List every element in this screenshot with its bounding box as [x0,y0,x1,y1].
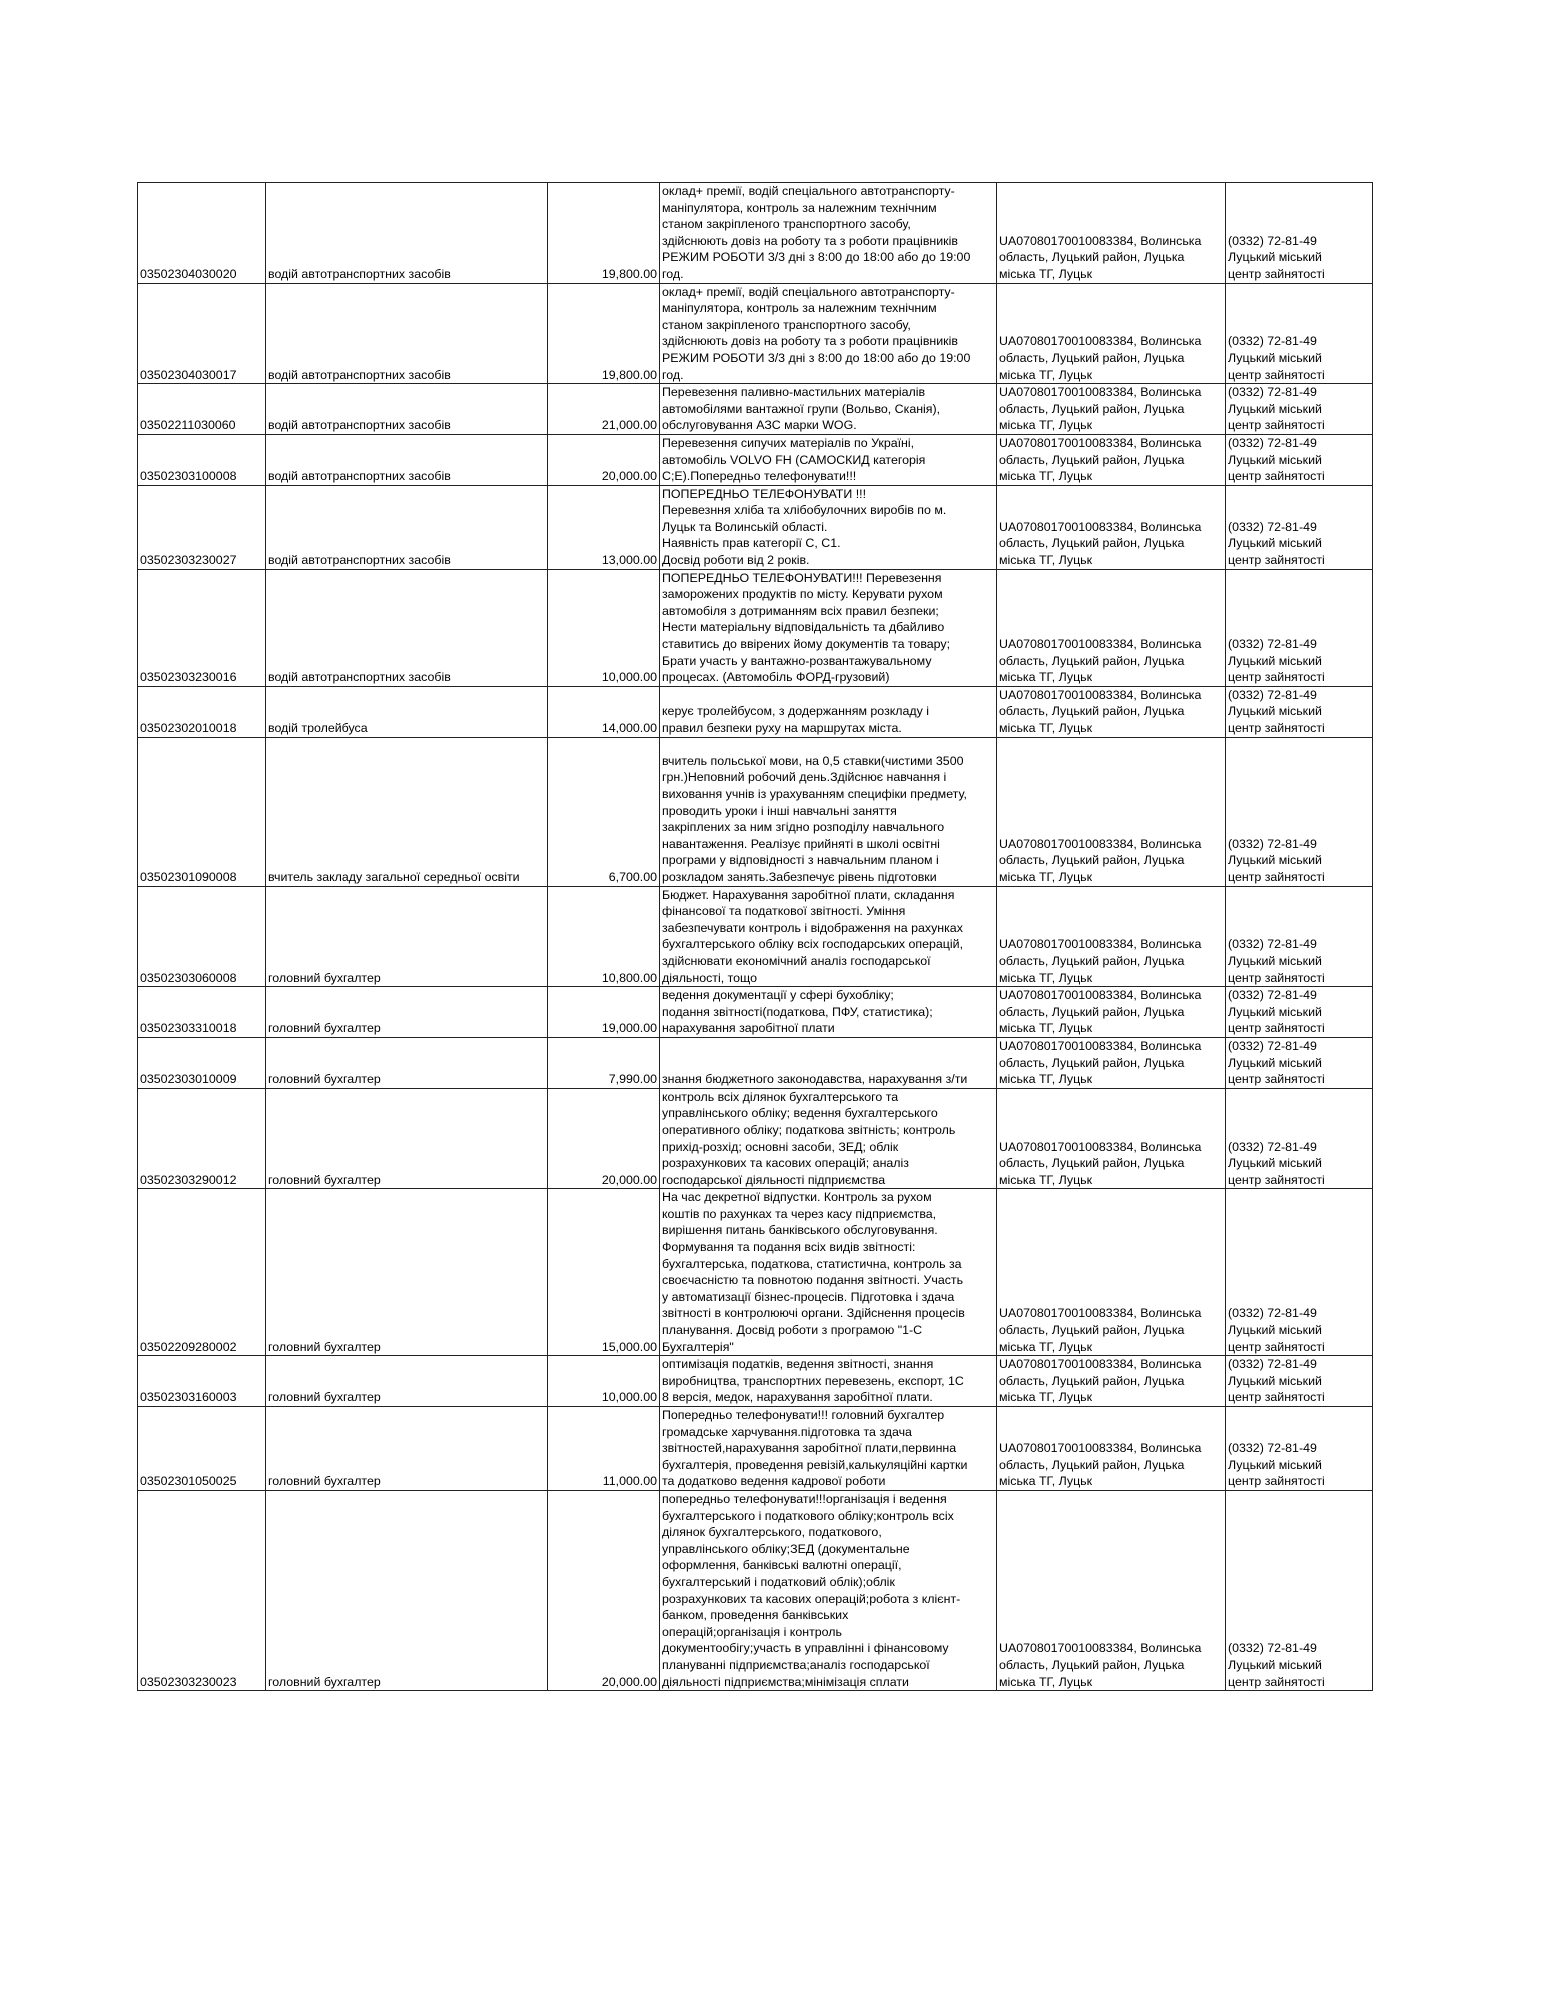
job-description: Перевезення паливно-мастильних матеріалів автомобілями вантажної групи (Вольво, Сканія), обслуговування АЗС марки WOG. [660,384,997,435]
table-row [138,987,1373,1038]
salary: 20,000.00 [548,1490,660,1690]
salary: 19,800.00 [548,183,660,284]
salary: 10,000.00 [548,1356,660,1407]
work-address: UA07080170010083384, Волинська область, Луцький район, Луцька міська ТГ, Луцьк [997,1490,1226,1690]
work-address: UA07080170010083384, Волинська область, Луцький район, Луцька міська ТГ, Луцьк [997,1037,1226,1088]
table-row [138,434,1373,485]
salary: 19,000.00 [548,987,660,1038]
job-title: головний бухгалтер [266,1037,548,1088]
vacancy-code: 03502304030020 [138,183,266,284]
job-description: оклад+ премії, водій спеціального автотранспорту- маніпулятора, контроль за належним технічним станом закріпленого транспортного засобу, здійснюють довіз на роботу та з роботи працівників РЕЖИМ РОБОТИ 3/3 дні з 8:00 до 18:00 або до 19:00 год. [660,283,997,384]
salary: 20,000.00 [548,1088,660,1189]
employment-center-contact: (0332) 72-81-49 Луцький міський центр зайнятості [1226,569,1373,686]
work-address: UA07080170010083384, Волинська область, Луцький район, Луцька міська ТГ, Луцьк [997,434,1226,485]
job-title: водій автотранспортних засобів [266,183,548,284]
salary: 6,700.00 [548,737,660,886]
vacancy-code: 03502303010009 [138,1037,266,1088]
work-address: UA07080170010083384, Волинська область, Луцький район, Луцька міська ТГ, Луцьк [997,569,1226,686]
table-row [138,485,1373,569]
job-description: оклад+ премії, водій спеціального автотранспорту- маніпулятора, контроль за належним технічним станом закріпленого транспортного засобу, здійснюють довіз на роботу та з роботи працівників РЕЖИМ РОБОТИ 3/3 дні з 8:00 до 18:00 або до 19:00 год. [660,183,997,284]
employment-center-contact: (0332) 72-81-49 Луцький міський центр зайнятості [1226,886,1373,987]
table-row [138,1490,1373,1690]
work-address: UA07080170010083384, Волинська область, Луцький район, Луцька міська ТГ, Луцьк [997,886,1226,987]
job-description: попередньо телефонувати!!!організація і ведення бухгалтерського і податкового обліку;контроль всіх ділянок бухгалтерського, податкового, управлінського обліку;ЗЕД (документальне оформлення, банківські валютні операції, бухгалтерський і податковий облік);облік розрахункових та касових операцій;робота з клієнт- банком, проведення банківських операцій;організація і контроль документообігу;участь в управлінні і фінансовому плануванні підприємства;аналіз господарської діяльності підприємства;мінімізація сплати [660,1490,997,1690]
table-row [138,1189,1373,1356]
work-address: UA07080170010083384, Волинська область, Луцький район, Луцька міська ТГ, Луцьк [997,1356,1226,1407]
job-description: знання бюджетного законодавства, нарахування з/ти [660,1037,997,1088]
job-title: водій тролейбуса [266,686,548,737]
job-description: ПОПЕРЕДНЬО ТЕЛЕФОНУВАТИ!!! Перевезення заморожених продуктів по місту. Керувати рухом автомобіля з дотриманням всіх правил безпеки; Нести матеріальну відповідальність та дбайливо ставитись до ввірених йому документів та товару; Брати участь у вантажно-розвантажувальному процесах. (Автомобіль ФОРД-грузовий) [660,569,997,686]
vacancy-code: 03502303230027 [138,485,266,569]
job-description: вчитель польської мови, на 0,5 ставки(чистими 3500 грн.)Неповний робочий день.Здійснює навчання і виховання учнів із урахуванням специфіки предмету, проводить уроки і інші навчальні заняття закріплених за ним згідно розподілу навчального навантаження. Реалізує прийняті в школі освітні програми у відповідності з навчальним планом і розкладом занять.Забезпечує рівень підготовки [660,737,997,886]
employment-center-contact: (0332) 72-81-49 Луцький міський центр зайнятості [1226,283,1373,384]
vacancy-code: 03502303160003 [138,1356,266,1407]
table-row [138,569,1373,686]
job-description: контроль всіх ділянок бухгалтерського та управлінського обліку; ведення бухгалтерського оперативного обліку; податкова звітність; контроль прихід-розхід; основні засоби, ЗЕД; облік розрахункових та касових операцій; аналіз господарської діяльності підприємства [660,1088,997,1189]
job-title: головний бухгалтер [266,1407,548,1491]
job-description: Перевезення сипучих матеріалів по Україні, автомобіль VOLVO FH (САМОСКИД категорія С;Е).Попередньо телефонувати!!! [660,434,997,485]
vacancy-code: 03502304030017 [138,283,266,384]
table-row [138,183,1373,284]
salary: 13,000.00 [548,485,660,569]
work-address: UA07080170010083384, Волинська область, Луцький район, Луцька міська ТГ, Луцьк [997,283,1226,384]
employment-center-contact: (0332) 72-81-49 Луцький міський центр зайнятості [1226,1356,1373,1407]
vacancy-code: 03502303290012 [138,1088,266,1189]
job-title: вчитель закладу загальної середньої освіти [266,737,548,886]
table-row [138,1407,1373,1491]
table-row [138,1356,1373,1407]
vacancy-code: 03502303310018 [138,987,266,1038]
job-title: головний бухгалтер [266,1490,548,1690]
job-description: керує тролейбусом, з додержанням розкладу і правил безпеки руху на маршрутах міста. [660,686,997,737]
job-description: ведення документації у сфері бухобліку; подання звітності(податкова, ПФУ, статистика); нарахування заробітної плати [660,987,997,1038]
employment-center-contact: (0332) 72-81-49 Луцький міський центр зайнятості [1226,1088,1373,1189]
work-address: UA07080170010083384, Волинська область, Луцький район, Луцька міська ТГ, Луцьк [997,485,1226,569]
vacancy-code: 03502301090008 [138,737,266,886]
work-address: UA07080170010083384, Волинська область, Луцький район, Луцька міська ТГ, Луцьк [997,1088,1226,1189]
table-row [138,1088,1373,1189]
salary: 15,000.00 [548,1189,660,1356]
job-title: водій автотранспортних засобів [266,384,548,435]
employment-center-contact: (0332) 72-81-49 Луцький міський центр зайнятості [1226,183,1373,284]
vacancy-code: 03502301050025 [138,1407,266,1491]
job-title: головний бухгалтер [266,987,548,1038]
vacancy-table [137,182,1373,1691]
work-address: UA07080170010083384, Волинська область, Луцький район, Луцька міська ТГ, Луцьк [997,737,1226,886]
employment-center-contact: (0332) 72-81-49 Луцький міський центр зайнятості [1226,737,1373,886]
employment-center-contact: (0332) 72-81-49 Луцький міський центр зайнятості [1226,1189,1373,1356]
table-row [138,1037,1373,1088]
job-title: головний бухгалтер [266,1356,548,1407]
work-address: UA07080170010083384, Волинська область, Луцький район, Луцька міська ТГ, Луцьк [997,1407,1226,1491]
job-description: Попередньо телефонувати!!! головний бухгалтер громадське харчування.підготовка та здача звітностей,нарахування заробітної плати,первинна бухгалтерія, проведення ревізій,калькуляційні картки та додатково ведення кадрової роботи [660,1407,997,1491]
table-row [138,886,1373,987]
employment-center-contact: (0332) 72-81-49 Луцький міський центр зайнятості [1226,1407,1373,1491]
job-title: водій автотранспортних засобів [266,485,548,569]
job-description: ПОПЕРЕДНЬО ТЕЛЕФОНУВАТИ !!! Перевезння хліба та хлібобулочних виробів по м. Луцьк та Волинській області. Наявність прав категорії С, С1. Досвід роботи від 2 років. [660,485,997,569]
job-description: На час декретної відпустки. Контроль за рухом коштів по рахунках та через касу підприємства, вирішення питань банківського обслуговування. Формування та подання всіх видів звітності: бухгалтерська, податкова, статистична, контроль за своєчасністю та повнотою подання звітності. Участь у автоматизації бізнес-процесів. Підготовка і здача звітності в контролюючі органи. Здійснення процесів планування. Досвід роботи з програмою "1-С Бухгалтерія" [660,1189,997,1356]
employment-center-contact: (0332) 72-81-49 Луцький міський центр зайнятості [1226,384,1373,435]
employment-center-contact: (0332) 72-81-49 Луцький міський центр зайнятості [1226,686,1373,737]
table-row [138,737,1373,886]
vacancy-code: 03502303100008 [138,434,266,485]
vacancy-code: 03502209280002 [138,1189,266,1356]
job-title: головний бухгалтер [266,1088,548,1189]
job-description: Бюджет. Нарахування заробітної плати, складання фінансової та податкової звітності. Уміння забезпечувати контроль і відображення на рахунках бухгалтерського обліку всіх господарських операцій, здійснювати економічний аналіз господарської діяльності, тощо [660,886,997,987]
salary: 7,990.00 [548,1037,660,1088]
job-title: водій автотранспортних засобів [266,283,548,384]
employment-center-contact: (0332) 72-81-49 Луцький міський центр зайнятості [1226,485,1373,569]
salary: 10,000.00 [548,569,660,686]
salary: 21,000.00 [548,384,660,435]
job-title: головний бухгалтер [266,886,548,987]
work-address: UA07080170010083384, Волинська область, Луцький район, Луцька міська ТГ, Луцьк [997,987,1226,1038]
vacancy-code: 03502211030060 [138,384,266,435]
work-address: UA07080170010083384, Волинська область, Луцький район, Луцька міська ТГ, Луцьк [997,1189,1226,1356]
employment-center-contact: (0332) 72-81-49 Луцький міський центр зайнятості [1226,1037,1373,1088]
job-title: водій автотранспортних засобів [266,569,548,686]
employment-center-contact: (0332) 72-81-49 Луцький міський центр зайнятості [1226,434,1373,485]
table-row [138,283,1373,384]
salary: 10,800.00 [548,886,660,987]
work-address: UA07080170010083384, Волинська область, Луцький район, Луцька міська ТГ, Луцьк [997,384,1226,435]
work-address: UA07080170010083384, Волинська область, Луцький район, Луцька міська ТГ, Луцьк [997,183,1226,284]
job-title: водій автотранспортних засобів [266,434,548,485]
salary: 19,800.00 [548,283,660,384]
salary: 14,000.00 [548,686,660,737]
job-description: оптимізація податків, ведення звітності, знання виробництва, транспортних перевезень, експорт, 1С 8 версія, медок, нарахування заробітної плати. [660,1356,997,1407]
job-title: головний бухгалтер [266,1189,548,1356]
vacancy-code: 03502302010018 [138,686,266,737]
employment-center-contact: (0332) 72-81-49 Луцький міський центр зайнятості [1226,987,1373,1038]
table-row [138,686,1373,737]
vacancy-code: 03502303230016 [138,569,266,686]
salary: 11,000.00 [548,1407,660,1491]
salary: 20,000.00 [548,434,660,485]
table-row [138,384,1373,435]
vacancy-code: 03502303230023 [138,1490,266,1690]
employment-center-contact: (0332) 72-81-49 Луцький міський центр зайнятості [1226,1490,1373,1690]
work-address: UA07080170010083384, Волинська область, Луцький район, Луцька міська ТГ, Луцьк [997,686,1226,737]
vacancy-code: 03502303060008 [138,886,266,987]
